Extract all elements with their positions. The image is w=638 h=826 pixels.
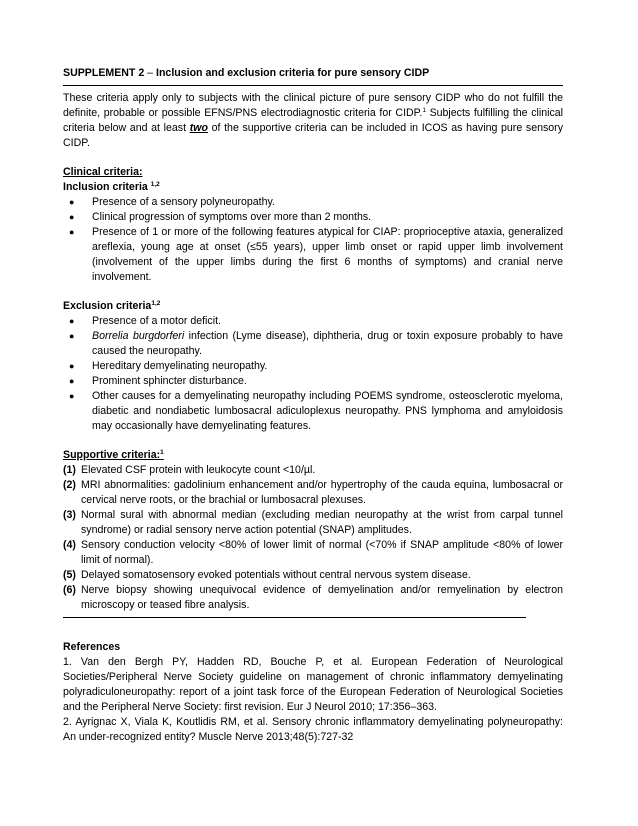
document-title — [63, 66, 563, 81]
supportive-item: (3) Normal sural with abnormal median (excluding median neuropathy at the wrist from carpal tunnel syndrome) or radial sensory nerve action potential (SNAP) amplitudes. — [63, 509, 563, 536]
inclusion-item: ● Presence of a sensory polyneuropathy. — [69, 196, 275, 208]
reference-item: 2. Ayrignac X, Viala K, Koutlidis RM, et al. Sensory chronic inflammatory demyelinating polyneuropathy: An under-recognized entity? Muscle Nerve 2013;48(5):727-32 — [63, 716, 563, 743]
supportive-item: (2) MRI abnormalities: gadolinium enhancement and/or hypertrophy of the cauda equina, lumbosacral or cervical nerve roots, or the brachial or lumbosacral plexuses. — [63, 479, 563, 506]
supportive-criteria-heading — [63, 448, 563, 463]
exclusion-criteria-heading — [63, 299, 563, 314]
bullet-icon: ● — [69, 376, 75, 386]
title-text: Inclusion and exclusion criteria for pure sensory CIDP — [156, 67, 430, 79]
reference-item: 1. Van den Bergh PY, Hadden RD, Bouche P, et al. European Federation of Neurological Societies/Peripheral Nerve Society guideline on management of chronic inflammatory demyelinating polyradiculoneuropathy: report of a joint task force of the European Federation of Neurological Societies and the Peripheral Nerve Society: first revision. Eur J Neurol 2010; 17:356–363. — [63, 656, 563, 713]
clinical-criteria-heading: Clinical criteria: — [63, 166, 143, 178]
bullet-icon: ● — [69, 197, 75, 207]
exclusion-item: ● Hereditary demyelinating neuropathy. — [69, 360, 268, 372]
inclusion-list — [63, 195, 563, 285]
supportive-list — [63, 463, 563, 613]
exclusion-item: ● Borrelia burgdorferi infection (Lyme disease), diphtheria, drug or toxin exposure probably to have caused the neuropathy. — [69, 330, 563, 357]
title-prefix: SUPPLEMENT 2 — [63, 67, 145, 79]
supportive-item: (4) Sensory conduction velocity <80% of lower limit of normal (<70% if SNAP amplitude <80% of lower limit of normal). — [63, 539, 563, 566]
inclusion-heading-text: Inclusion criteria — [63, 181, 148, 193]
title-divider — [63, 85, 563, 86]
bullet-icon: ● — [69, 316, 75, 326]
intro-text-1: These criteria apply only to subjects with the clinical picture of pure sensory CIDP who do not fulfill the definite, probable or possible EFNS/PNS electrodiagnostic criteria for CIDP. — [63, 92, 563, 119]
title-dash: – — [144, 67, 157, 79]
intro-emphasis: two — [189, 122, 208, 134]
supportive-ref-sup: 1 — [160, 449, 164, 456]
exclusion-item: ● Prominent sphincter disturbance. — [69, 375, 247, 387]
supportive-item: (1) Elevated CSF protein with leukocyte count <10/µl. — [63, 464, 316, 476]
supportive-item: (5) Delayed somatosensory evoked potentials without central nervous system disease. — [63, 569, 471, 581]
exclusion-heading-text: Exclusion criteria — [63, 300, 152, 312]
inclusion-criteria-heading — [63, 180, 563, 195]
bullet-icon: ● — [69, 361, 75, 371]
intro-text-2: Subjects fulfilling the clinical criteria below and at least — [63, 107, 563, 134]
exclusion-ref-sup: 1,2 — [151, 300, 161, 307]
document-page — [63, 66, 563, 745]
supportive-item: (6) Nerve biopsy showing unequivocal evidence of demyelination and/or remyelination by electron microscopy or teased fibre analysis. — [63, 584, 563, 611]
supportive-heading-text: Supportive criteria: — [63, 449, 161, 461]
inclusion-item: ● Presence of 1 or more of the following features atypical for CIAP: proprioceptive ataxia, generalized areflexia, young age at onset (≤55 years), upper limb onset or rapid upper limb involvement (involvement of the upper limbs during the first 6 months of symptoms) and cranial nerve involvement. — [69, 226, 563, 283]
bullet-icon: ● — [69, 212, 75, 222]
bullet-icon: ● — [69, 391, 75, 401]
intro-text-3: of the supportive criteria can be included in ICOS as having pure sensory CIDP. — [63, 122, 563, 149]
organism-name: Borrelia burgdorferi — [92, 330, 185, 342]
intro-ref-sup: 1 — [422, 107, 426, 114]
exclusion-item: ● Other causes for a demyelinating neuropathy including POEMS syndrome, osteosclerotic myeloma, diabetic and nondiabetic lumbosacral adiculoplexus neuropathy. PNS lymphoma and amyloidosis may occasionally have demyelinating features. — [69, 390, 563, 432]
references-heading: References — [63, 641, 121, 653]
bullet-icon: ● — [69, 331, 75, 341]
intro-paragraph — [63, 91, 563, 151]
bullet-icon: ● — [69, 227, 75, 237]
exclusion-item: ● Presence of a motor deficit. — [69, 315, 221, 327]
inclusion-item: ● Clinical progression of symptoms over more than 2 months. — [69, 211, 372, 223]
inclusion-ref-sup: 1,2 — [150, 181, 160, 188]
exclusion-list — [63, 314, 563, 434]
